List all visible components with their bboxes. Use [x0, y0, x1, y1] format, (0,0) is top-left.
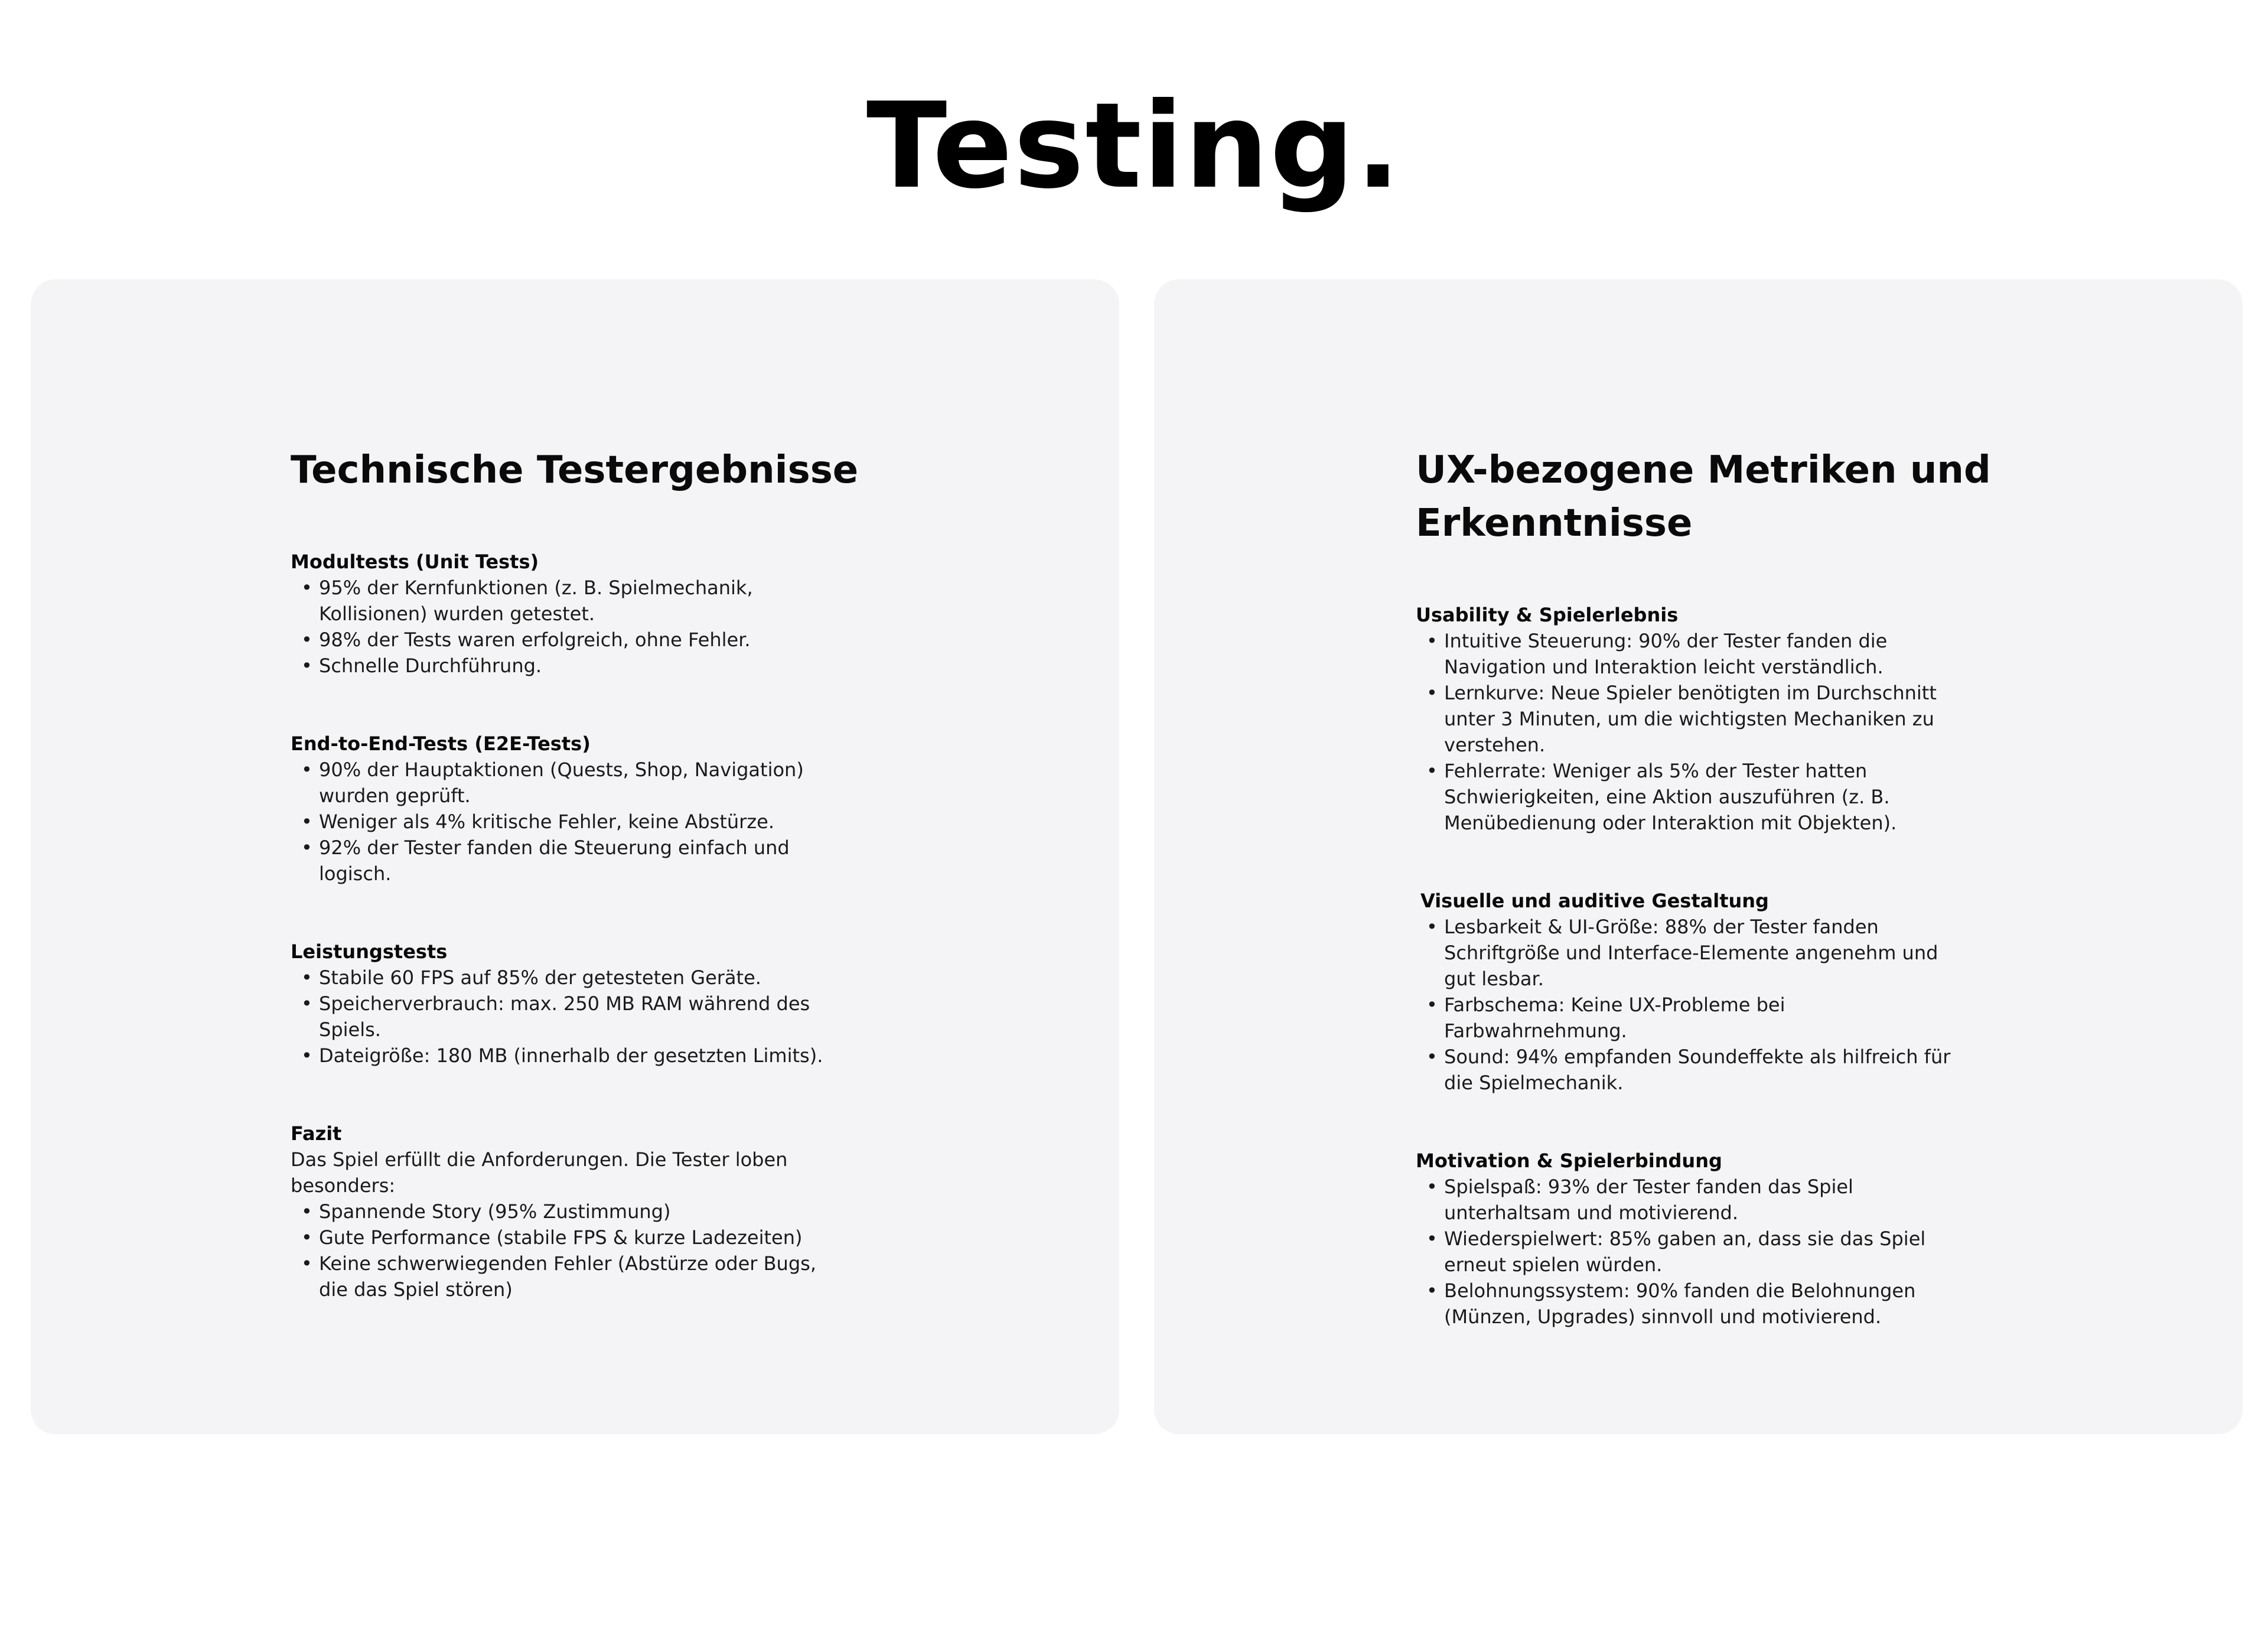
card-heading: Technische Testergebnisse — [291, 448, 859, 492]
ux-metrics-content — [1416, 444, 2006, 1330]
section-performance-tests — [291, 939, 881, 1069]
list-item: • Weniger als 4% kritische Fehler, keine Abstürze. — [291, 809, 834, 835]
list-item: • Keine schwerwiegenden Fehler (Abstürze oder Bugs, die das Spiel stören) — [291, 1251, 834, 1303]
bullet-icon: • — [1426, 1279, 1438, 1302]
bullet-list — [1416, 914, 2006, 1096]
bullet-icon: • — [1426, 682, 1438, 704]
bullet-icon: • — [1426, 630, 1438, 652]
bullet-icon: • — [1426, 760, 1438, 782]
section-title: Motivation & Spielerbindung — [1416, 1150, 1722, 1172]
list-item: • 98% der Tests waren erfolgreich, ohne Fehler. — [291, 627, 834, 653]
bullet-list — [291, 757, 881, 887]
list-item: • Lernkurve: Neue Spieler benötigten im Durchschnitt unter 3 Minuten, um die wichtigsten Mechaniken zu verstehen. — [1416, 680, 1959, 758]
bullet-icon: • — [301, 758, 312, 781]
section-title: Modultests (Unit Tests) — [291, 551, 539, 573]
section-usability — [1416, 602, 2006, 836]
list-item: • Intuitive Steuerung: 90% der Tester fanden die Navigation und Interaktion leicht verständlich. — [1416, 628, 1959, 680]
list-item: • Spielspaß: 93% der Tester fanden das Spiel unterhaltsam und motivierend. — [1416, 1174, 1959, 1226]
list-item: • Wiederspielwert: 85% gaben an, dass sie das Spiel erneut spielen würden. — [1416, 1226, 1959, 1278]
bullet-list — [291, 575, 881, 679]
section-title: End-to-End-Tests (E2E-Tests) — [291, 732, 591, 755]
bullet-icon: • — [301, 810, 312, 833]
list-item: • Schnelle Durchführung. — [291, 653, 834, 679]
bullet-list — [1416, 628, 2006, 836]
page-title: Testing. — [866, 77, 1402, 215]
list-item: • Sound: 94% empfanden Soundeffekte als hilfreich für die Spielmechanik. — [1416, 1044, 1959, 1096]
bullet-icon: • — [301, 577, 312, 599]
bullet-icon: • — [301, 1200, 312, 1223]
section-visual-audio — [1416, 888, 2006, 1096]
section-title: Leistungstests — [291, 940, 448, 963]
list-item: • 95% der Kernfunktionen (z. B. Spielmechanik, Kollisionen) wurden getestet. — [291, 575, 834, 627]
list-item: • Farbschema: Keine UX-Probleme bei Farbwahrnehmung. — [1416, 992, 1959, 1044]
bullet-icon: • — [301, 836, 312, 859]
ux-metrics-card — [1154, 279, 2243, 1434]
list-item: • Gute Performance (stabile FPS & kurze Ladezeiten) — [291, 1225, 834, 1251]
section-title: Usability & Spielerlebnis — [1416, 604, 1679, 626]
bullet-icon: • — [301, 1226, 312, 1249]
list-item: • 92% der Tester fanden die Steuerung einfach und logisch. — [291, 835, 834, 887]
list-item: • Lesbarkeit & UI-Größe: 88% der Tester fanden Schriftgröße und Interface-Elemente angenehm und gut lesbar. — [1416, 914, 1959, 992]
bullet-icon: • — [301, 992, 312, 1015]
card-heading: UX-bezogene Metriken und Erkenntnisse — [1416, 448, 1991, 545]
section-text: Das Spiel erfüllt die Anforderungen. Die Tester loben besonders: — [291, 1148, 788, 1197]
list-item: • Stabile 60 FPS auf 85% der getesteten Geräte. — [291, 965, 834, 991]
technical-results-content — [291, 444, 881, 1303]
list-item: • Belohnungssystem: 90% fanden die Belohnungen (Münzen, Upgrades) sinnvoll und motivierend. — [1416, 1278, 1959, 1330]
bullet-list — [1416, 1174, 2006, 1330]
bullet-icon: • — [1426, 1227, 1438, 1250]
section-conclusion — [291, 1121, 881, 1303]
bullet-icon: • — [301, 1044, 312, 1067]
bullet-list — [291, 965, 881, 1069]
technical-results-card — [31, 279, 1119, 1434]
section-unit-tests — [291, 549, 881, 679]
list-item: • Fehlerrate: Weniger als 5% der Tester hatten Schwierigkeiten, eine Aktion auszuführen (z. B. Menübedienung oder Interaktion mit Objekten). — [1416, 758, 1959, 836]
section-title: Visuelle und auditive Gestaltung — [1420, 890, 1769, 912]
list-item: • Dateigröße: 180 MB (innerhalb der gesetzten Limits). — [291, 1043, 834, 1069]
bullet-icon: • — [1426, 916, 1438, 938]
list-item: • Spannende Story (95% Zustimmung) — [291, 1199, 834, 1225]
bullet-icon: • — [1426, 994, 1438, 1016]
bullet-icon: • — [301, 1252, 312, 1275]
bullet-icon: • — [1426, 1176, 1438, 1198]
list-item: • 90% der Hauptaktionen (Quests, Shop, Navigation) wurden geprüft. — [291, 757, 834, 809]
section-motivation — [1416, 1148, 2006, 1330]
bullet-list — [291, 1199, 881, 1303]
section-title: Fazit — [291, 1122, 342, 1145]
list-item: • Speicherverbrauch: max. 250 MB RAM während des Spiels. — [291, 991, 834, 1043]
bullet-icon: • — [301, 655, 312, 677]
bullet-icon: • — [1426, 1046, 1438, 1068]
bullet-icon: • — [301, 629, 312, 651]
section-e2e-tests — [291, 731, 881, 887]
bullet-icon: • — [301, 966, 312, 989]
